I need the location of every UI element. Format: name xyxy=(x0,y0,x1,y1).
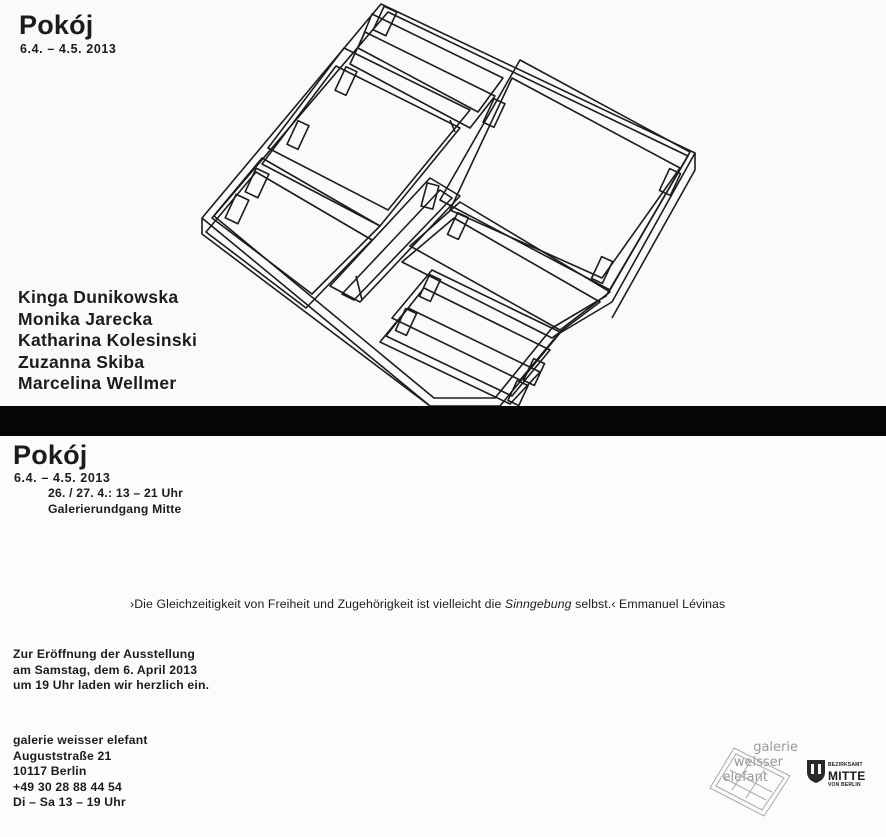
invitation-block xyxy=(13,647,209,694)
artist-name: Kinga Dunikowska xyxy=(18,287,179,307)
invitation-back xyxy=(0,436,886,837)
back-title: Pokój xyxy=(13,440,88,470)
gallery-logo-text: galerie xyxy=(753,740,798,755)
gallery-logo-text: elefant xyxy=(722,770,768,785)
artist-name: Zuzanna Skiba xyxy=(18,351,145,372)
address-block xyxy=(13,733,148,811)
floor-plan-illustration xyxy=(190,0,710,406)
event-block xyxy=(48,486,183,517)
address-line: Auguststraße 21 xyxy=(13,748,112,763)
district-logo-bottom: VON BERLIN xyxy=(828,782,861,788)
front-title: Pokój xyxy=(19,10,94,40)
event-line: 26. / 27. 4.: 13 – 21 Uhr xyxy=(48,486,184,500)
address-line: Di – Sa 13 – 19 Uhr xyxy=(13,795,126,809)
artist-name: Katharina Kolesinski xyxy=(18,330,198,350)
back-dates: 6.4. – 4.5. 2013 xyxy=(14,471,111,485)
scan-divider-band xyxy=(0,406,886,436)
quote-text: ›Die Gleichzeitigkeit von Freiheit und Zugehörigkeit ist vielleicht die xyxy=(130,597,505,611)
address-line: 10117 Berlin xyxy=(13,764,87,778)
invitation-line: Zur Eröffnung der Ausstellung xyxy=(13,647,196,661)
address-line: +49 30 28 88 44 54 xyxy=(13,779,122,794)
invitation-line: am Samstag, dem 6. April 2013 xyxy=(13,662,198,677)
district-logo-name: MITTE xyxy=(828,769,866,783)
quote-author: selbst.‹ Emmanuel Lévinas xyxy=(571,597,726,611)
gallery-logo-text: weisser xyxy=(733,755,783,770)
quote xyxy=(130,598,725,610)
address-line: galerie weisser elefant xyxy=(13,733,148,747)
artist-name: Monika Jarecka xyxy=(18,308,153,329)
invitation-line: um 19 Uhr laden wir herzlich ein. xyxy=(13,678,210,692)
event-line: Galerierundgang Mitte xyxy=(48,501,182,516)
district-logo-top: BEZIRKSAMT xyxy=(828,762,863,768)
invitation-front xyxy=(0,0,886,406)
quote-emphasis: Sinngebung xyxy=(504,597,572,611)
coat-of-arms-icon xyxy=(805,758,827,784)
front-dates: 6.4. – 4.5. 2013 xyxy=(20,42,117,56)
artist-name: Marcelina Wellmer xyxy=(18,373,177,393)
artist-list xyxy=(18,287,197,395)
gallery-logo-plan-icon xyxy=(706,746,792,818)
